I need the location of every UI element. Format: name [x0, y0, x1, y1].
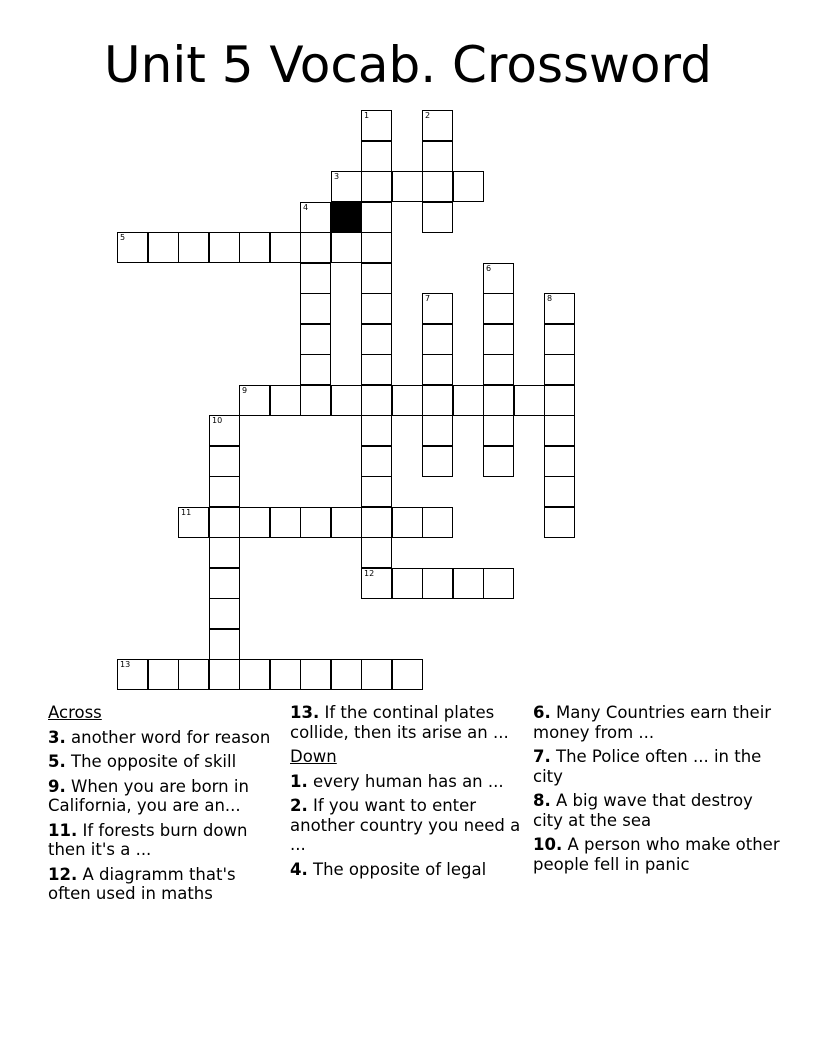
clue-across-12 [48, 865, 278, 904]
crossword-cell[interactable] [392, 659, 423, 690]
crossword-cell[interactable] [209, 598, 240, 629]
clue-number: 2. [290, 796, 308, 815]
clue-down-6 [533, 703, 783, 742]
clues-column-3 [533, 703, 783, 879]
crossword-cell[interactable] [209, 415, 240, 446]
crossword-cell[interactable] [209, 629, 240, 660]
crossword-cell[interactable] [209, 568, 240, 599]
crossword-cell[interactable] [239, 507, 270, 538]
crossword-cell[interactable] [361, 568, 392, 599]
crossword-cell[interactable] [270, 232, 301, 263]
clue-text: A person who make other people fell in panic [533, 835, 780, 874]
crossword-cell[interactable] [178, 507, 209, 538]
crossword-cell[interactable] [209, 476, 240, 507]
crossword-cell[interactable] [331, 171, 362, 202]
crossword-cell[interactable] [331, 659, 362, 690]
crossword-cell[interactable] [361, 171, 392, 202]
crossword-cell[interactable] [544, 293, 575, 324]
clue-number: 6. [533, 703, 551, 722]
crossword-cell[interactable] [361, 507, 392, 538]
clue-text: every human has an ... [313, 771, 504, 791]
crossword-cell[interactable] [117, 232, 148, 263]
crossword-cell[interactable] [361, 476, 392, 507]
crossword-cell[interactable] [178, 659, 209, 690]
crossword-cell[interactable] [453, 568, 484, 599]
crossword-block-cell [331, 202, 362, 233]
crossword-cell[interactable] [453, 171, 484, 202]
crossword-cell[interactable] [392, 507, 423, 538]
crossword-cell[interactable] [483, 324, 514, 355]
clue-number-label: 3 [334, 172, 340, 181]
clue-number-label: 4 [303, 203, 309, 212]
crossword-cell[interactable] [209, 232, 240, 263]
crossword-cell[interactable] [544, 476, 575, 507]
crossword-cell[interactable] [148, 659, 179, 690]
crossword-cell[interactable] [361, 141, 392, 172]
crossword-cell[interactable] [544, 415, 575, 446]
crossword-cell[interactable] [331, 385, 362, 416]
crossword-cell[interactable] [331, 232, 362, 263]
clue-across-9 [48, 777, 278, 816]
crossword-cell[interactable] [300, 507, 331, 538]
clues-column-1 [48, 703, 278, 909]
crossword-cell[interactable] [361, 232, 392, 263]
crossword-cell[interactable] [422, 415, 453, 446]
clue-text: Many Countries earn their money from ... [533, 703, 772, 742]
crossword-cell[interactable] [300, 202, 331, 233]
clue-text: If you want to enter another country you need a ... [290, 796, 521, 854]
crossword-cell[interactable] [422, 446, 453, 477]
clues-column-2 [290, 703, 525, 884]
crossword-cell[interactable] [422, 202, 453, 233]
crossword-cell[interactable] [392, 385, 423, 416]
crossword-cell[interactable] [178, 232, 209, 263]
crossword-cell[interactable] [300, 324, 331, 355]
crossword-cell[interactable] [483, 568, 514, 599]
clue-number: 9. [48, 776, 66, 796]
clue-down-7 [533, 747, 783, 786]
clue-number-label: 2 [425, 111, 431, 120]
clue-down-1 [290, 772, 525, 792]
crossword-cell[interactable] [270, 385, 301, 416]
clue-down-8 [533, 791, 783, 830]
crossword-cell[interactable] [483, 354, 514, 385]
crossword-cell[interactable] [544, 446, 575, 477]
page-title: Unit 5 Vocab. Crossword [104, 36, 712, 94]
crossword-cell[interactable] [209, 537, 240, 568]
clue-number-label: 7 [425, 294, 431, 303]
clue-text: If forests burn down then it's a ... [48, 820, 248, 859]
crossword-cell[interactable] [239, 385, 270, 416]
crossword-cell[interactable] [361, 110, 392, 141]
crossword-cell[interactable] [514, 385, 545, 416]
crossword-cell[interactable] [361, 263, 392, 294]
clue-text: If the continal plates collide, then its arise an ... [290, 703, 509, 742]
clue-number: 7. [533, 747, 551, 766]
crossword-cell[interactable] [483, 385, 514, 416]
crossword-cell[interactable] [300, 354, 331, 385]
clue-text: A big wave that destroy city at the sea [533, 791, 753, 830]
crossword-cell[interactable] [544, 507, 575, 538]
clue-number: 3. [48, 727, 66, 747]
crossword-cell[interactable] [361, 446, 392, 477]
clue-across-5 [48, 752, 278, 772]
crossword-cell[interactable] [422, 171, 453, 202]
clue-text: The opposite of legal [313, 859, 487, 879]
crossword-cell[interactable] [422, 324, 453, 355]
crossword-cell[interactable] [270, 659, 301, 690]
crossword-cell[interactable] [544, 324, 575, 355]
crossword-cell[interactable] [422, 110, 453, 141]
across-heading: Across [48, 703, 102, 722]
crossword-cell[interactable] [422, 385, 453, 416]
clue-down-10 [533, 835, 783, 874]
clue-down-2 [290, 796, 525, 855]
crossword-cell[interactable] [148, 232, 179, 263]
clue-number-label: 11 [181, 508, 192, 517]
crossword-cell[interactable] [239, 659, 270, 690]
crossword-cell[interactable] [392, 171, 423, 202]
clue-across-13 [290, 703, 525, 742]
clue-number-label: 6 [486, 264, 492, 273]
crossword-cell[interactable] [270, 507, 301, 538]
crossword-cell[interactable] [361, 537, 392, 568]
crossword-cell[interactable] [544, 385, 575, 416]
crossword-cell[interactable] [331, 507, 362, 538]
clue-number: 4. [290, 859, 308, 879]
clue-number: 1. [290, 771, 308, 791]
clue-across-11 [48, 821, 278, 860]
crossword-cell[interactable] [117, 659, 148, 690]
clue-text: When you are born in California, you are an... [48, 776, 249, 815]
clue-down-4 [290, 860, 525, 880]
clue-number-label: 5 [120, 233, 126, 242]
clue-number: 12. [48, 864, 78, 884]
clue-number-label: 13 [120, 660, 131, 669]
crossword-cell[interactable] [483, 263, 514, 294]
clue-number: 8. [533, 791, 551, 810]
clue-across-3 [48, 728, 278, 748]
clue-number-label: 10 [212, 416, 223, 425]
crossword-cell[interactable] [544, 354, 575, 385]
crossword-cell[interactable] [453, 385, 484, 416]
clue-text: A diagramm that's often used in maths [48, 864, 236, 903]
crossword-cell[interactable] [361, 385, 392, 416]
crossword-cell[interactable] [300, 263, 331, 294]
crossword-cell[interactable] [239, 232, 270, 263]
clue-text: The Police often ... in the city [533, 747, 762, 786]
crossword-cell[interactable] [209, 659, 240, 690]
crossword-cell[interactable] [392, 568, 423, 599]
clue-text: another word for reason [71, 727, 271, 747]
crossword-cell[interactable] [361, 293, 392, 324]
crossword-cell[interactable] [209, 507, 240, 538]
clue-text: The opposite of skill [71, 752, 237, 771]
clue-number: 10. [533, 835, 563, 854]
crossword-cell[interactable] [422, 507, 453, 538]
crossword-cell[interactable] [422, 354, 453, 385]
crossword-cell[interactable] [422, 141, 453, 172]
crossword-cell[interactable] [300, 385, 331, 416]
clue-number-label: 9 [242, 386, 248, 395]
crossword-cell[interactable] [300, 659, 331, 690]
clue-number: 5. [48, 752, 66, 771]
crossword-cell[interactable] [483, 293, 514, 324]
clue-number-label: 8 [547, 294, 553, 303]
crossword-cell[interactable] [483, 415, 514, 446]
crossword-cell[interactable] [361, 415, 392, 446]
crossword-cell[interactable] [422, 568, 453, 599]
crossword-cell[interactable] [361, 659, 392, 690]
clue-number-label: 12 [364, 569, 375, 578]
clue-number: 11. [48, 820, 78, 840]
crossword-cell[interactable] [209, 446, 240, 477]
crossword-cell[interactable] [361, 354, 392, 385]
crossword-cell[interactable] [300, 232, 331, 263]
clue-number-label: 1 [364, 111, 370, 120]
clue-number: 13. [290, 703, 320, 722]
crossword-cell[interactable] [300, 293, 331, 324]
crossword-cell[interactable] [483, 446, 514, 477]
down-heading: Down [290, 747, 337, 766]
crossword-cell[interactable] [422, 293, 453, 324]
crossword-cell[interactable] [361, 324, 392, 355]
crossword-cell[interactable] [361, 202, 392, 233]
